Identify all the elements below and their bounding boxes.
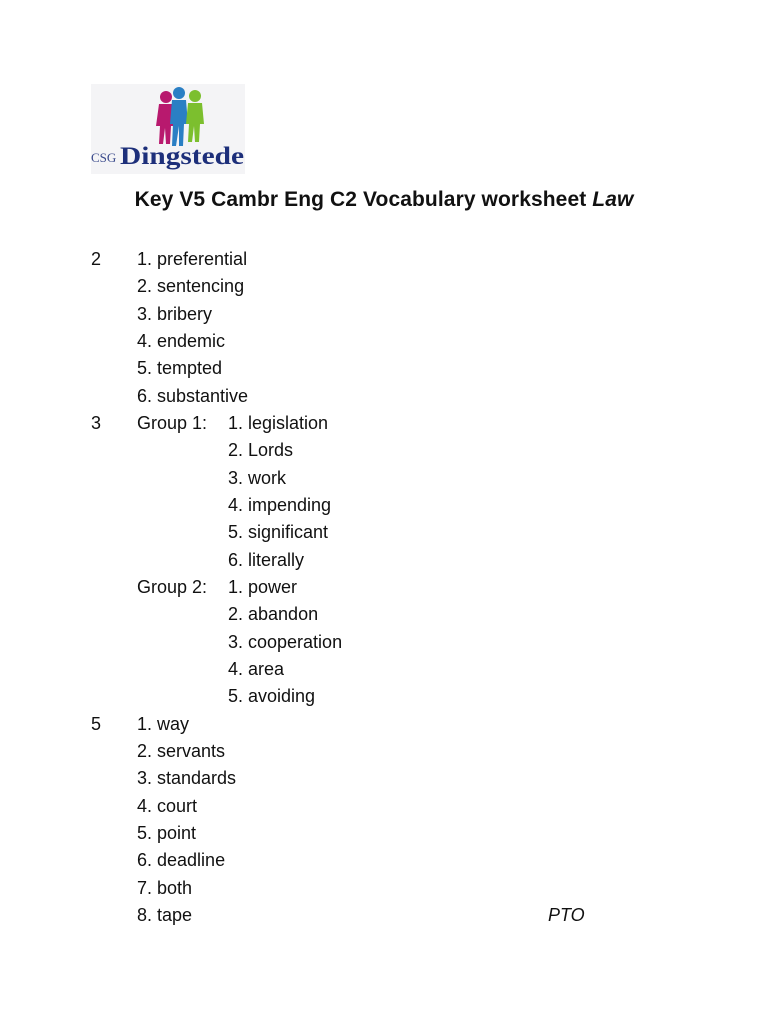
answer-item: 3. work xyxy=(228,468,287,488)
title-italic: Law xyxy=(592,188,634,211)
answer-item: 4. impending xyxy=(228,495,332,515)
answer-item: 5. significant xyxy=(228,522,329,542)
answer-item: 4. endemic xyxy=(137,331,226,351)
answer-item: 2. abandon xyxy=(228,604,319,624)
answer-item: 4. court xyxy=(137,796,198,816)
answer-item: 4. area xyxy=(228,659,285,679)
answer-item: 5. tempted xyxy=(137,358,223,378)
answer-item: 8. tape xyxy=(137,905,193,925)
school-logo xyxy=(91,84,245,174)
answer-item: 1. way xyxy=(137,714,190,734)
answer-item: 1. preferential xyxy=(137,249,248,269)
section-number: 5 xyxy=(91,714,102,734)
answer-item: 2. servants xyxy=(137,741,226,761)
pto-note: PTO xyxy=(548,905,585,925)
answer-item: 2. Lords xyxy=(228,440,294,460)
answer-item: 1. power xyxy=(228,577,298,597)
answer-item: 6. literally xyxy=(228,550,305,570)
answer-item: 1. legislation xyxy=(228,413,329,433)
answer-item: 3. standards xyxy=(137,768,237,788)
section-number: 3 xyxy=(91,413,102,433)
answer-item: 6. substantive xyxy=(137,386,249,406)
logo-wordmark: Dingstede xyxy=(120,143,244,170)
answer-item: 3. cooperation xyxy=(228,632,343,652)
answer-item: 3. bribery xyxy=(137,304,213,324)
answer-item: 6. deadline xyxy=(137,850,226,870)
answer-item: 2. sentencing xyxy=(137,276,245,296)
group-label: Group 2: xyxy=(137,577,208,597)
section-number: 2 xyxy=(91,249,102,269)
answer-item: 5. avoiding xyxy=(228,686,316,706)
page-title xyxy=(0,188,768,212)
title-main: Key V5 Cambr Eng C2 Vocabulary worksheet xyxy=(134,188,593,211)
answer-item: 7. both xyxy=(137,878,193,898)
logo-prefix: CSG xyxy=(91,150,117,165)
answer-item: 5. point xyxy=(137,823,197,843)
group-label: Group 1: xyxy=(137,413,208,433)
